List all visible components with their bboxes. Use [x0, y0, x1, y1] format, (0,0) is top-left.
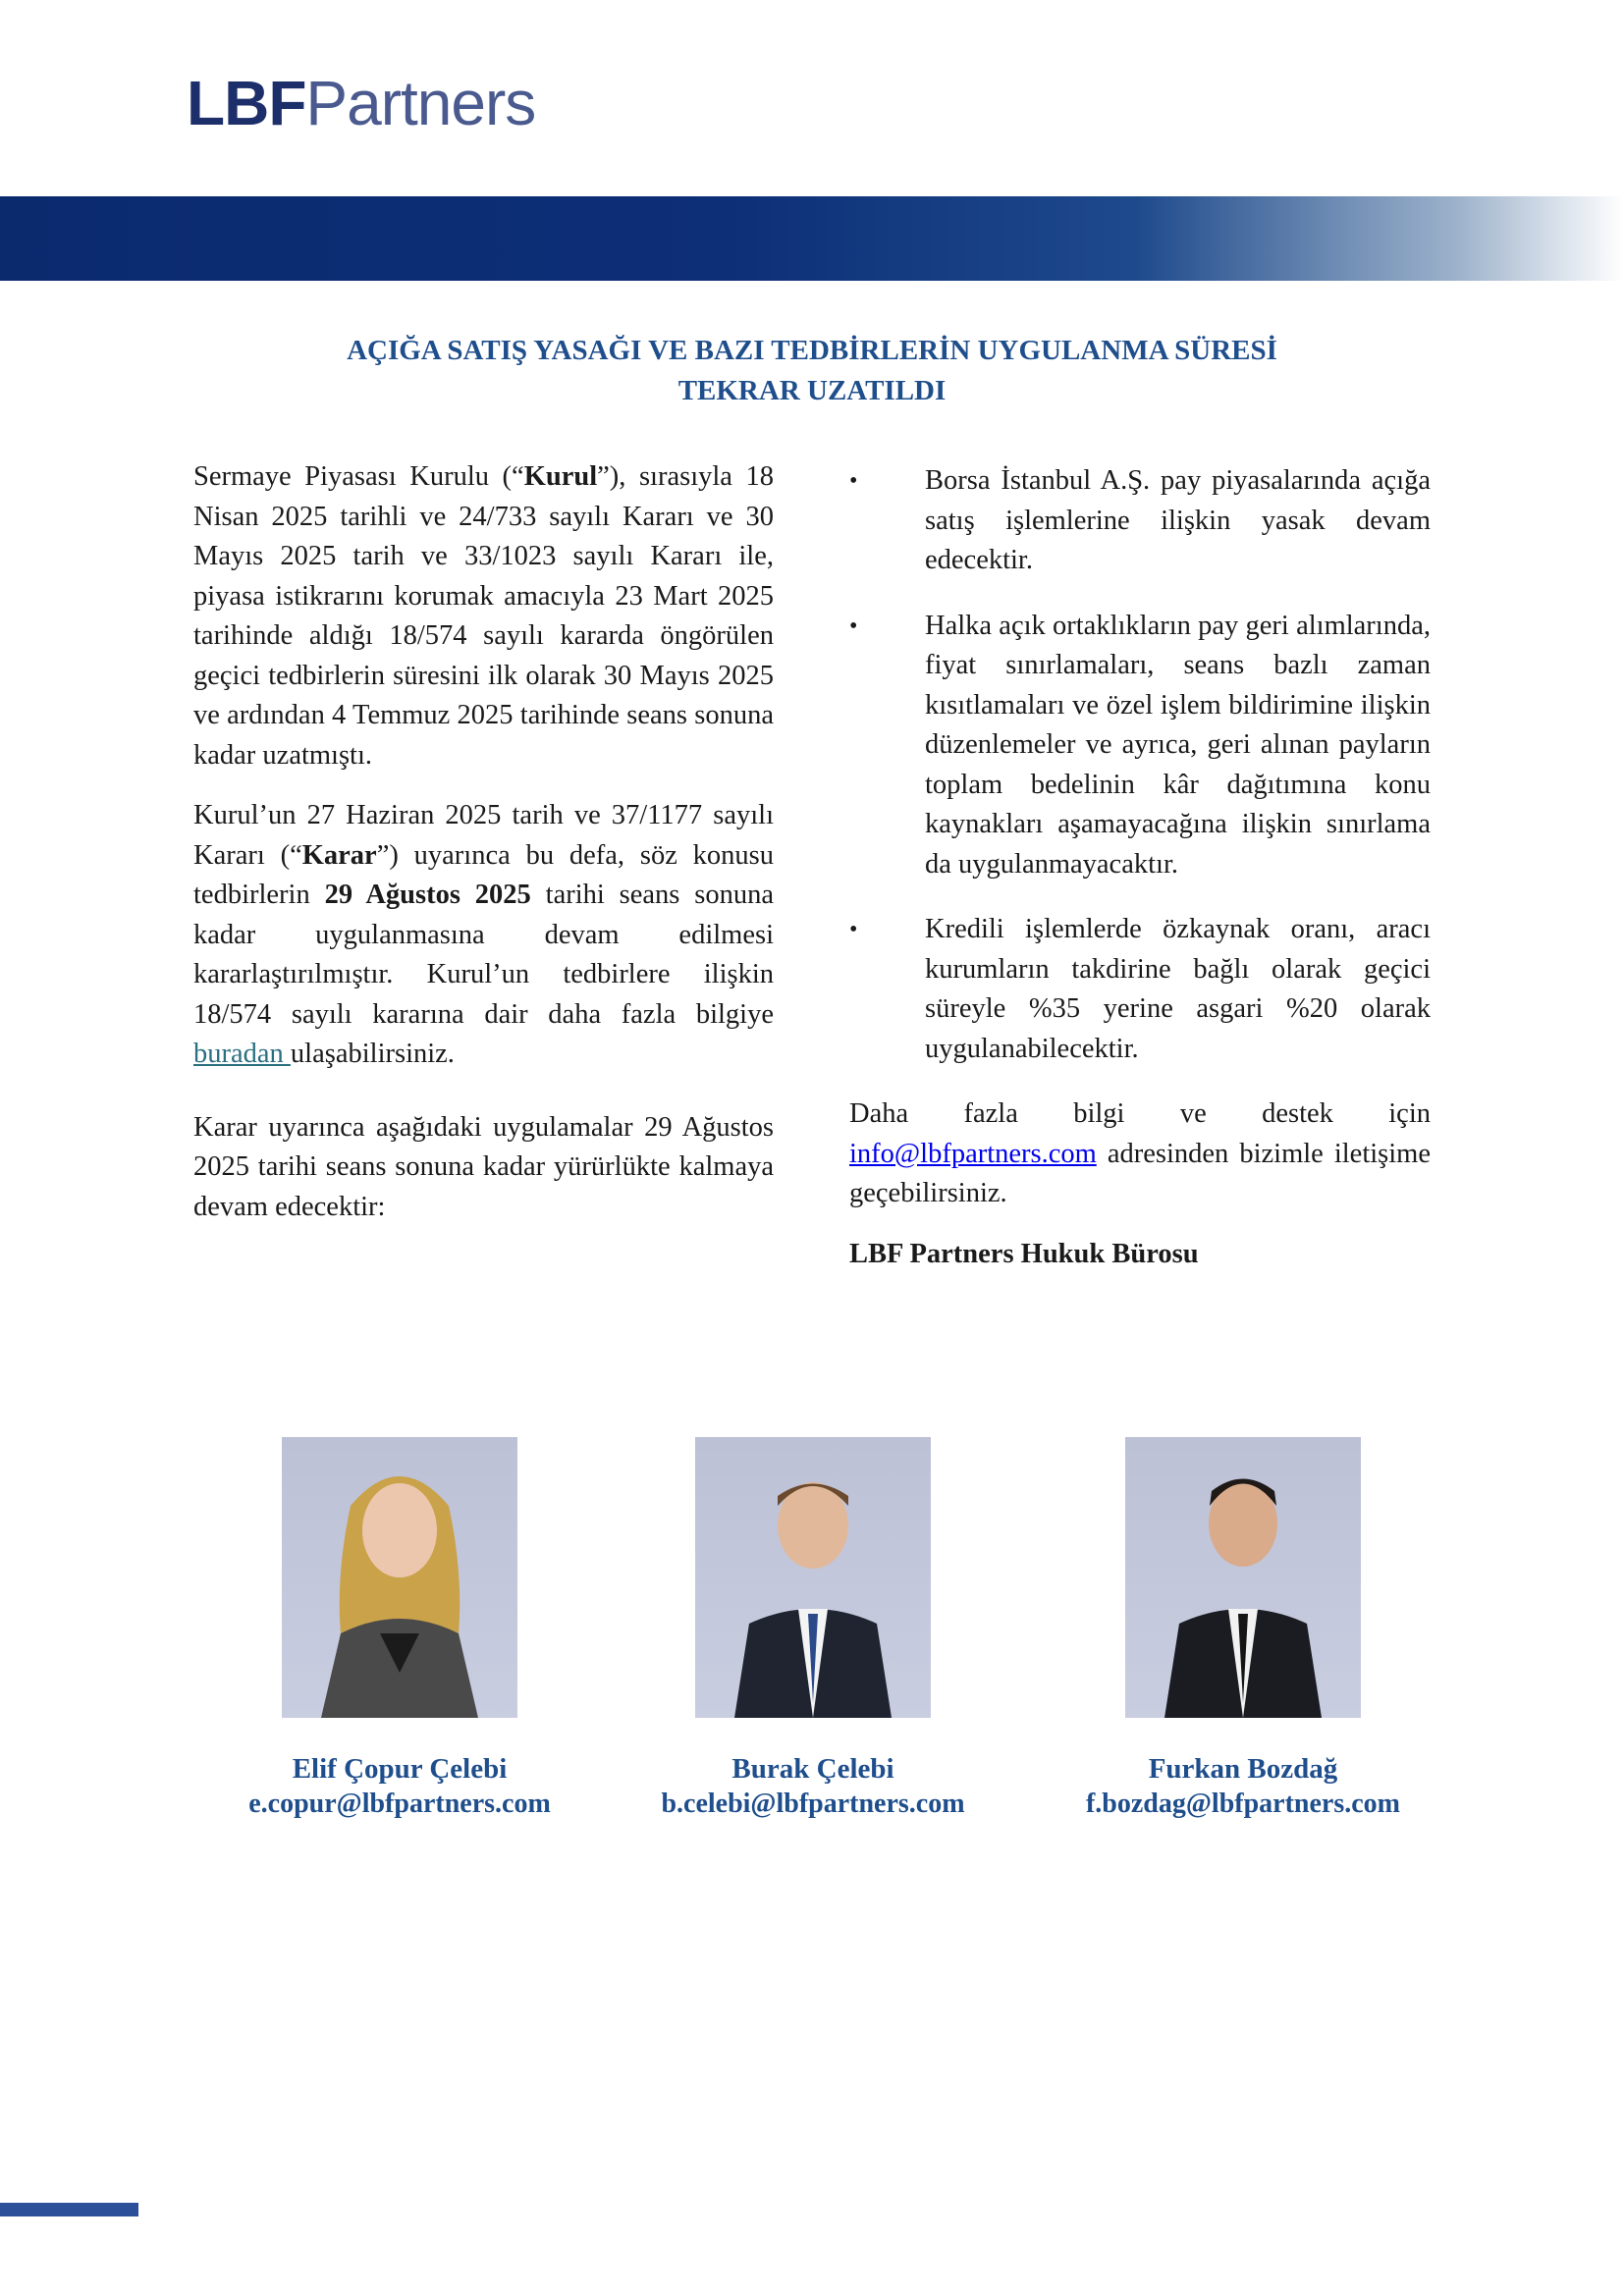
person-photo	[695, 1437, 931, 1718]
bullet-icon: •	[849, 917, 858, 942]
person-card	[597, 1437, 1029, 1822]
title-line-2: TEKRAR UZATILDI	[677, 375, 947, 406]
text-segment: Kurul’un 27 Haziran 2025 tarih ve 37/1177 sayılı Kararı (“	[193, 800, 774, 871]
right-column	[849, 461, 1431, 1295]
portrait-man-icon	[695, 1437, 931, 1718]
bullet-text: Halka açık ortaklıkların pay geri alımlarında, fiyat sınırlamaları, seans bazlı zaman kısıtlamaları ve özel işlem bildirimine ilişkin düzenlemeler ve ayrıca, geri alınan payların toplam bedelinin kâr dağıtımına konu kaynakları aşamayacağına ilişkin sınırlama da uygulanmayacaktır.	[925, 610, 1431, 880]
person-email[interactable]: b.celebi@lbfpartners.com	[661, 1789, 965, 1819]
text-segment: tarihi seans sonuna kadar uygulanmasına devam edilmesi kararlaştırılmıştır. Kurul’un tedbirlere ilişkin 18/574 sayılı kararına dair daha fazla bilgiye	[193, 880, 774, 1030]
person-card	[1027, 1437, 1459, 1822]
person-name: Burak Çelebi	[731, 1753, 894, 1785]
person-photo	[282, 1437, 517, 1718]
team-section	[0, 1437, 1624, 1849]
paragraph-intro	[193, 457, 774, 775]
text-segment: ”), sırasıyla 18 Nisan 2025 tarihli ve 24/733 sayılı Kararı ve 30 Mayıs 2025 tarih ve 33/1023 sayılı Kararı ile, piyasa istikrarını korumak amacıyla 23 Mart 2025 tarihinde aldığı 18/574 sayılı kararda öngörülen geçici tedbirlerin süresini ilk olarak 30 Mayıs 2025 ve ardından 4 Temmuz 2025 tarihinde seans sonuna kadar uzatmıştı.	[193, 461, 774, 771]
portrait-woman-icon	[282, 1437, 517, 1718]
bullet-text: Borsa İstanbul A.Ş. pay piyasalarında açığa satış işlemlerine ilişkin yasak devam edecektir.	[925, 465, 1431, 575]
person-email[interactable]: f.bozdag@lbfpartners.com	[1085, 1789, 1401, 1819]
paragraph-contact	[849, 1095, 1431, 1214]
page-title	[196, 331, 1428, 411]
bullet-text: Kredili işlemlerde özkaynak oranı, aracı kurumların takdirine bağlı olarak geçici süreyle %35 yerine asgari %20 olarak uygulanabilecektir.	[925, 914, 1431, 1064]
buradan-link[interactable]: buradan	[193, 1039, 291, 1069]
portrait-man-icon	[1125, 1437, 1361, 1718]
text-segment: ”) uyarınca bu defa, söz konusu tedbirlerin	[193, 839, 774, 910]
text-segment: Daha fazla bilgi ve destek için	[849, 1098, 1431, 1129]
bold-term-kurul: Kurul	[523, 461, 598, 492]
bullet-icon: •	[849, 613, 858, 639]
paragraph-applications: Karar uyarınca aşağıdaki uygulamalar 29 Ağustos 2025 tarihi seans sonuna kadar yürürlükte kalmaya devam edecektir:	[193, 1111, 774, 1222]
bold-term-karar: Karar	[301, 839, 377, 871]
text-segment: ulaşabilirsiniz.	[290, 1039, 455, 1069]
bullet-item	[849, 461, 1431, 581]
header-band	[0, 196, 1624, 281]
logo-partners: Partners	[305, 68, 536, 138]
person-photo	[1125, 1437, 1361, 1718]
person-name: Elif Çopur Çelebi	[292, 1753, 508, 1785]
signature: LBF Partners Hukuk Bürosu	[849, 1238, 1199, 1269]
logo-lbf: LBF	[187, 68, 306, 138]
contact-email-link[interactable]: info@lbfpartners.com	[849, 1138, 1097, 1169]
paragraph-decision	[193, 796, 774, 1075]
title-line-1: AÇIĞA SATIŞ YASAĞI VE BAZI TEDBİRLERİN UYGULANMA SÜRESİ	[347, 335, 1277, 366]
text-segment: adresinden bizimle iletişime geçebilirsiniz.	[849, 1138, 1431, 1208]
text-segment: Sermaye Piyasası Kurulu (“	[193, 461, 524, 492]
bold-date: 29 Ağustos 2025	[324, 880, 531, 910]
bullet-item	[849, 910, 1431, 1069]
left-column	[193, 457, 774, 1248]
footer-accent-bar	[0, 2203, 138, 2216]
bullet-icon: •	[849, 468, 858, 494]
bullet-item	[849, 607, 1431, 885]
person-card	[184, 1437, 616, 1822]
company-logo	[187, 69, 535, 137]
person-name: Furkan Bozdağ	[1148, 1753, 1338, 1785]
person-email[interactable]: e.copur@lbfpartners.com	[248, 1789, 551, 1819]
